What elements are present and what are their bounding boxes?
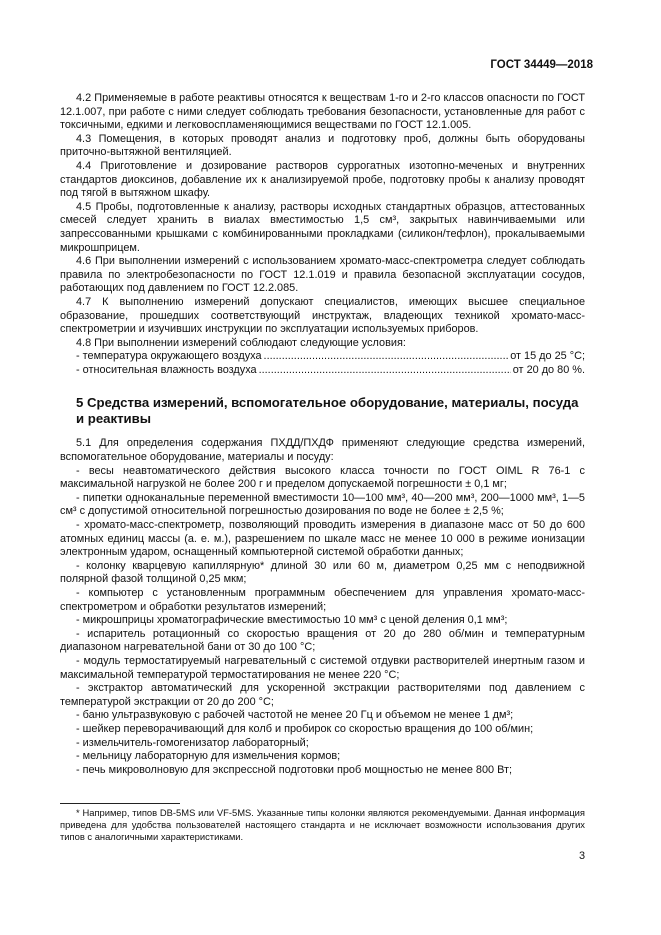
list-item: - колонку кварцевую капиллярную* длиной 30 или 60 м, диаметром 0,25 мм с неподвижной полярной фазой толщиной 0,25 мкм; bbox=[60, 559, 585, 586]
condition-value: от 20 до 80 %. bbox=[512, 363, 585, 376]
paragraph-4-3: 4.3 Помещения, в которых проводят анализ и подготовку проб, должны быть оборудованы приточно-вытяжной вентиляцией. bbox=[60, 132, 585, 159]
list-item: - компьютер с установленным программным обеспечением для управления хромато-масс-спектрометром и обработки результатов измерений; bbox=[60, 587, 585, 613]
condition-temperature bbox=[60, 350, 585, 364]
footnote: * Например, типов DB-5MS или VF-5MS. Указанные типы колонки являются рекомендуемыми. Данная информация приведена для удобства пользователей настоящего стандарта и не исключает возможности использования других типов с аналогичными характеристиками. bbox=[60, 807, 585, 842]
paragraph-4-5: 4.5 Пробы, подготовленные к анализу, растворы исходных стандартных образцов, аттестованных смесей следует хранить в виалах вместимостью 1,5 см³, закрытых навинчиваемыми или запрессованными крышками с комбинированными прокладками (силикон/тефлон), прокалываемыми микрошприцем. bbox=[60, 200, 585, 254]
paragraph-5-1: 5.1 Для определения содержания ПХДД/ПХДФ применяют следующие средства измерений, вспомогательное оборудование, материалы и посуду: bbox=[60, 437, 585, 464]
dot-leader bbox=[259, 364, 511, 378]
paragraph-4-6: 4.6 При выполнении измерений с использованием хромато-масс-спектрометра следует соблюдать правила по электробезопасности по ГОСТ 12.1.019 и правила безопасной эксплуатации сосудов, работающих под давлением по ГОСТ 12.2.085. bbox=[60, 255, 585, 295]
list-item: - весы неавтоматического действия высокого класса точности по ГОСТ OIML R 76-1 с максимальной нагрузкой не более 200 г и пределом допускаемой погрешности ± 0,1 мг; bbox=[60, 464, 585, 491]
list-item: - баню ультразвуковую с рабочей частотой не менее 20 Гц и объемом не менее 1 дм³; bbox=[76, 709, 514, 722]
list-item: - хромато-масс-спектрометр, позволяющий проводить измерения в диапазоне масс от 50 до 600 атомных единиц массы (а. е. м.), разрешением по шкале масс не менее 10 000 в режиме ионизации электронным ударом, оснащенный компьютерной системой обработки данных; bbox=[60, 519, 585, 559]
list-item: - пипетки одноканальные переменной вместимости 10—100 мм³, 40—200 мм³, 200—1000 мм³, 1—5 см³ с допустимой относительной погрешностью дозирования по воде не более ± 2,5 %; bbox=[60, 491, 585, 518]
page-number: 3 bbox=[578, 850, 585, 862]
list-item: - измельчитель-гомогенизатор лабораторный; bbox=[76, 736, 309, 749]
condition-humidity bbox=[60, 364, 585, 378]
list-item: - экстрактор автоматический для ускоренной экстракции растворителями под давлением с температурой экстракции от 20 до 200 °С; bbox=[60, 682, 585, 708]
list-item: - испаритель ротационный со скоростью вращения от 20 до 280 об/мин и температурным диапазоном нагревательной бани от 30 до 100 °С; bbox=[60, 627, 585, 654]
document-body bbox=[60, 92, 585, 777]
list-item: - мельницу лабораторную для измельчения кормов; bbox=[76, 750, 341, 763]
paragraph-4-4: 4.4 Приготовление и дозирование растворов суррогатных изотопно-меченых и внутренних стандартов диоксинов, добавление их к анализируемой пробе, подготовку пробы к анализу проводят под тягой в вытяжном шкафу. bbox=[60, 159, 585, 200]
list-item: - модуль термостатируемый нагревательный с системой отдувки растворителей инертным газом и максимальной температурой термостатирования не менее 220 °С; bbox=[60, 654, 585, 681]
paragraph-4-7: 4.7 К выполнению измерений допускают специалистов, имеющих высшее специальное образование, прошедших соответствующий инструктаж, владеющих техникой хромато-масс-спектрометрии и изучивших инструкции по эксплуатации используемых приборов. bbox=[60, 295, 585, 336]
condition-value: от 15 до 25 °С; bbox=[510, 350, 585, 363]
section-5-title: 5 Средства измерений, вспомогательное оборудование, материалы, посуда и реактивы bbox=[76, 395, 579, 427]
paragraph-4-8: 4.8 При выполнении измерений соблюдают следующие условия: bbox=[76, 336, 406, 349]
list-item: - печь микроволновую для экспрессной подготовки проб мощностью не менее 800 Вт; bbox=[76, 763, 513, 776]
condition-label: - относительная влажность воздуха bbox=[76, 363, 257, 376]
dot-leader bbox=[264, 350, 509, 364]
paragraph-4-2: 4.2 Применяемые в работе реактивы относятся к веществам 1-го и 2-го классов опасности по ГОСТ 12.1.007, при работе с ними следует соблюдать требования безопасности, установленные для работ с токсичными, едкими и легковоспламеняющимися веществами по ГОСТ 12.1.005. bbox=[60, 92, 585, 132]
standard-code-header: ГОСТ 34449—2018 bbox=[490, 59, 593, 71]
list-item: - микрошприцы хроматографические вместимостью 10 мм³ с ценой деления 0,1 мм³; bbox=[76, 614, 508, 627]
footnote-separator bbox=[60, 803, 180, 804]
condition-label: - температура окружающего воздуха bbox=[76, 350, 262, 363]
list-item: - шейкер переворачивающий для колб и пробирок со скоростью вращения до 100 об/мин; bbox=[76, 722, 534, 735]
